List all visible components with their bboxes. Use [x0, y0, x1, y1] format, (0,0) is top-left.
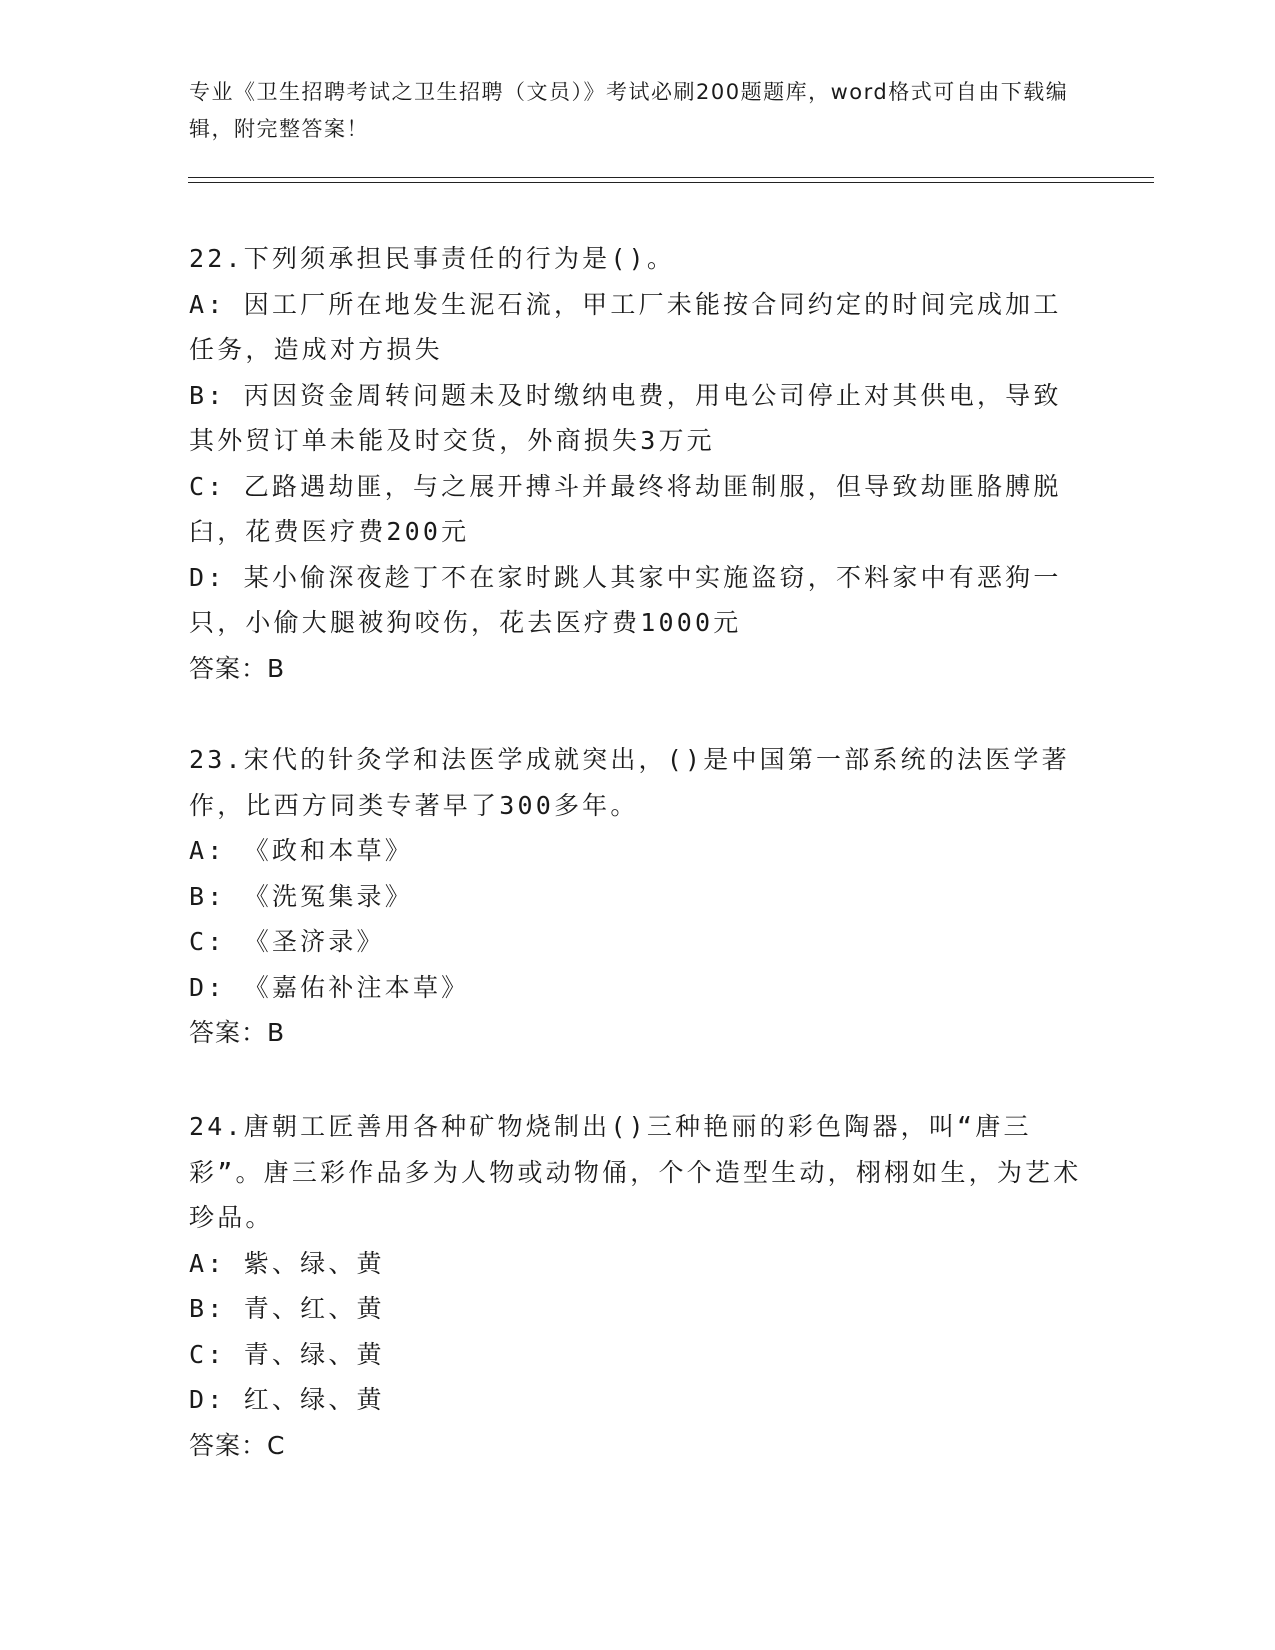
option-c: C: 《圣济录》 [189, 927, 385, 956]
option-d: D: 《嘉佑补注本草》 [189, 972, 470, 1002]
header-divider-bottom [188, 182, 1154, 183]
option-a: A: 《政和本草》 [189, 836, 413, 865]
question-22 [189, 236, 1089, 691]
question-stem: 22.下列须承担民事责任的行为是()。 [189, 244, 676, 273]
option-c: C: 青、绿、黄 [189, 1339, 385, 1369]
answer-line: 答案：C [189, 1430, 286, 1460]
option-b: B: 《洗冤集录》 [189, 881, 413, 911]
document-header: 专业《卫生招聘考试之卫生招聘（文员）》考试必刷200题题库，word格式可自由下载编辑，附完整答案！ [189, 80, 1069, 141]
answer-line: 答案：B [189, 1018, 286, 1047]
option-b: B: 丙因资金周转问题未及时缴纳电费，用电公司停止对其供电，导致其外贸订单未能及时交货，外商损失3万元 [189, 380, 1062, 455]
question-24 [189, 1104, 1089, 1468]
option-a: A: 紫、绿、黄 [189, 1248, 385, 1278]
option-d: D: 某小偷深夜趁丁不在家时跳人其家中实施盗窃，不料家中有恶狗一只，小偷大腿被狗咬伤，花去医疗费1000元 [189, 562, 1062, 637]
question-23 [189, 737, 1089, 1056]
option-c: C: 乙路遇劫匪，与之展开搏斗并最终将劫匪制服，但导致劫匪胳膊脱臼，花费医疗费200元 [189, 471, 1062, 546]
answer-line: 答案：B [189, 653, 286, 683]
question-stem: 23.宋代的针灸学和法医学成就突出，()是中国第一部系统的法医学著作，比西方同类专著早了300多年。 [189, 745, 1070, 820]
option-a: A: 因工厂所在地发生泥石流，甲工厂未能按合同约定的时间完成加工任务，造成对方损失 [189, 289, 1062, 364]
question-stem: 24.唐朝工匠善用各种矿物烧制出()三种艳丽的彩色陶器，叫“唐三彩”。唐三彩作品多为人物或动物俑，个个造型生动，栩栩如生，为艺术珍品。 [189, 1112, 1082, 1232]
header-divider-top [188, 177, 1154, 178]
option-d: D: 红、绿、黄 [189, 1385, 385, 1414]
option-b: B: 青、红、黄 [189, 1294, 385, 1323]
